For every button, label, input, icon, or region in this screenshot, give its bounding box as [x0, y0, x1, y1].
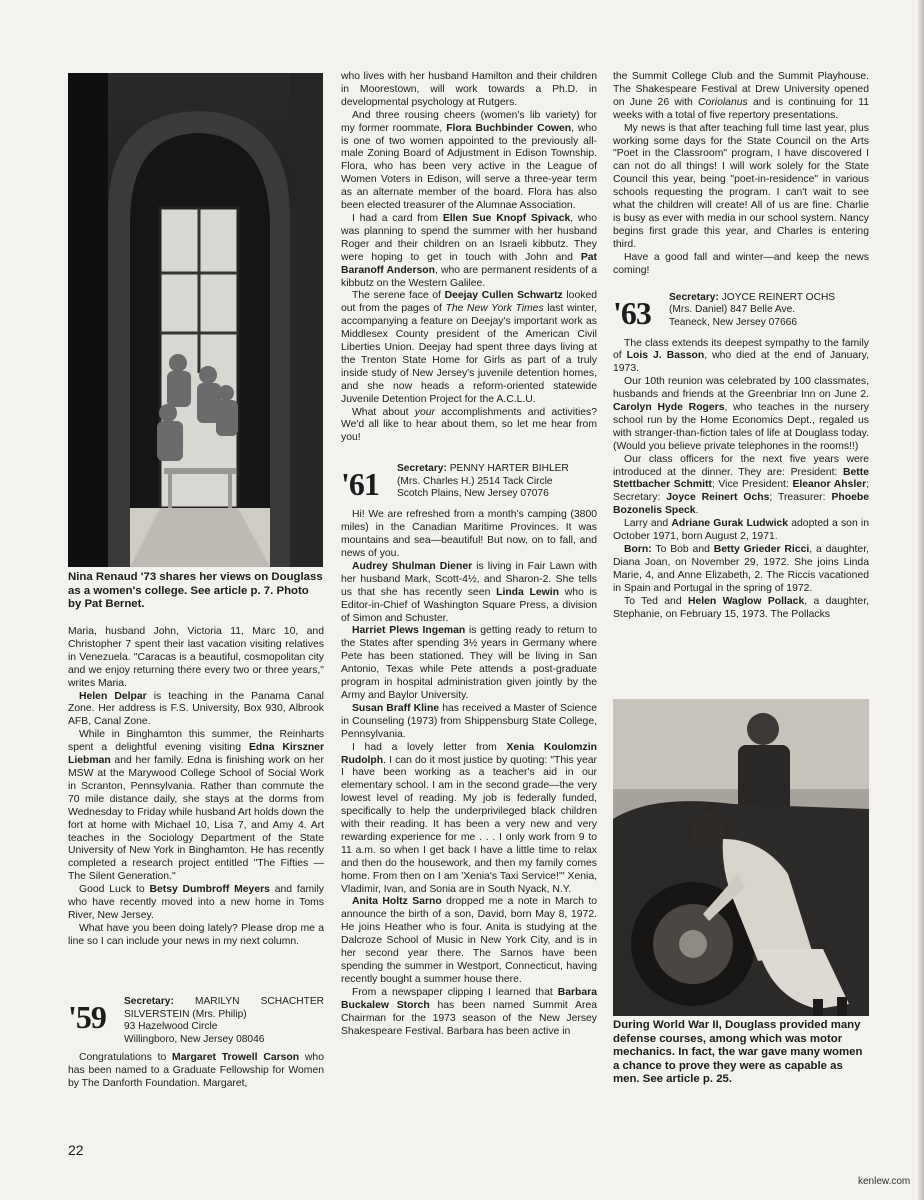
text-run: ; Secretary:: [613, 479, 870, 504]
text-run: , a daughter, Stephanie, on February 15, 1973. The Pollacks: [613, 595, 869, 620]
text-run: Good Luck to: [79, 884, 150, 896]
text-run: Our class officers for the next five years were introduced at the dinner. They are: President:: [613, 453, 869, 478]
text-run: ; Vice President:: [711, 479, 793, 491]
watermark: kenlew.com: [858, 1176, 911, 1187]
text-run: What about: [352, 406, 415, 418]
paragraph: [341, 290, 597, 406]
paragraph: [341, 625, 597, 702]
text-run: who has been named to a Graduate Fellowship for Women by The Danforth Foundation. Margaret,: [68, 1052, 324, 1089]
paragraph: [341, 509, 597, 561]
name-highlight: Adriane Gurak Ludwick: [671, 518, 789, 530]
name-highlight: Anita Holtz Sarno: [352, 896, 442, 908]
section-1959: [68, 990, 324, 1091]
paragraph: [341, 742, 597, 897]
paragraph: [341, 71, 597, 110]
secretary-address-1: (Mrs. Charles H.) 2514 Tack Circle: [397, 475, 553, 487]
name-highlight: Flora Buchbinder Cowen: [446, 122, 572, 134]
photo1-caption: Nina Renaud '73 shares her views on Douglass as a women's college. See article p. 7. Photo by Pat Bernet.: [68, 571, 323, 611]
name-highlight: Carolyn Hyde Rogers: [613, 402, 725, 414]
paragraph: [613, 518, 869, 544]
paragraph: [613, 454, 869, 519]
name-highlight: Harriet Plews Ingeman: [352, 625, 466, 637]
section-1961-header: [341, 463, 597, 507]
text-run: accomplishments and activities? We'd all like to hear about them, so let me hear from you!: [341, 406, 598, 444]
section-1959-body: [68, 1052, 324, 1091]
section-1959-header: [68, 996, 324, 1045]
name-highlight: Audrey Shulman Diener: [352, 560, 473, 572]
paragraph: [68, 923, 324, 949]
name-highlight: Joyce Reinert Ochs: [666, 492, 770, 504]
page-number: 22: [68, 1142, 84, 1158]
name-highlight: Barbara Buckalew Storch: [341, 986, 597, 1011]
text-run: While in Binghamton this summer, the Reinharts spent a delightful evening visiting: [68, 729, 324, 754]
secretary-label: Secretary:: [397, 463, 447, 475]
column-2-continuation: [341, 71, 597, 445]
text-run: is teaching in the Panama Canal Zone. Her address is F.S. University, Box 930, Albrook AFB, Canal Zone.: [68, 690, 324, 728]
secretary-info-63: [669, 292, 835, 330]
text-run: Congratulations to: [79, 1052, 173, 1063]
name-highlight: Born:: [624, 544, 652, 555]
column-1-text: [68, 626, 324, 949]
mechanics-photo-illustration: [613, 699, 869, 1016]
photo-motor-mechanics: [613, 699, 869, 1016]
paragraph: [613, 252, 869, 278]
paragraph: [68, 626, 324, 691]
name-highlight: Edna Kirszner Liebman: [68, 742, 324, 767]
name-highlight: Xenia Koulomzin Rudolph: [341, 741, 597, 766]
text-run: To Bob and: [651, 544, 714, 555]
photo2-caption: During World War II, Douglass provided many defense courses, among which was motor mechanics. In fact, the war gave many women a chance to prove they were as capable as men. See article p. 25.: [613, 1019, 863, 1086]
text-run: The serene face of: [352, 290, 445, 302]
text-run: who is Editor-in-Chief of Washington Square Press, a division of Simon and Schuster.: [341, 586, 598, 624]
text-run: , a daughter, Diana Joan, on November 29, 1972. She joins Linda Marie, 4, and Anne Elizabeth, 2. The Riccis vacationed in Spain and Portugal in the spring of 1972.: [613, 544, 869, 594]
text-run: And three rousing cheers (women's lib variety) for my former roommate,: [341, 109, 597, 134]
secretary-name: PENNY HARTER BIHLER: [449, 463, 569, 475]
name-highlight: Phoebe Bozonelis Speck: [613, 492, 869, 517]
paragraph: [613, 544, 869, 596]
section-1963-body: [613, 338, 869, 622]
text-run: I had a lovely letter from: [352, 741, 507, 753]
section-1963-header: [613, 292, 869, 336]
secretary-address-2: Teaneck, New Jersey 07666: [669, 316, 797, 328]
name-highlight: Margaret Trowell Carson: [172, 1052, 300, 1063]
paragraph: [68, 691, 324, 730]
text-run: and her family. Edna is finishing work on her MSW at the Marywood College School of Social Work in Scranton, Pennsylvania. Rather than commute the 70 mile distance daily, she stays at the dorms from Wednesday to Friday while husband Art holds down the fort at home with Michael 10, Lisa 7, and Amy 4. Art teaches in the Sociology Department of the State University of New York in Binghamton. He has recently completed a research project entitled "The Fifties — The Silent Generation.": [68, 755, 324, 883]
text-run: Maria, husband John, Victoria 11, Marc 10, and Christopher 7 spent their last vacation visiting relatives in Venezuela. "Caracas is a beautiful, cosmopolitan city and we enjoy returning there every two or three years," writes Maria.: [68, 626, 324, 689]
text-run: Larry and: [624, 518, 672, 530]
paragraph: [613, 71, 869, 123]
column-3-continuation: [613, 71, 869, 278]
text-run: Our 10th reunion was celebrated by 100 classmates, husbands and friends at the Greenbriar Inn on June 2.: [613, 376, 869, 401]
text-run: Have a good fall and winter—and keep the news coming!: [613, 251, 869, 276]
paragraph: [341, 987, 597, 1039]
secretary-label: Secretary:: [124, 996, 174, 1007]
title-italic: Coriolanus: [698, 96, 748, 108]
text-run: who lives with her husband Hamilton and their children in Moorestown, will work towards a Ph.D. in developmental psychology at Rutgers.: [341, 71, 597, 108]
secretary-address-2: Scotch Plains, New Jersey 07076: [397, 488, 549, 500]
text-run: ; Treasurer:: [769, 492, 832, 504]
text-run: dropped me a note in March to announce the birth of a son, David, born May 8, 1972. He joins Heather who is four. Anita is studying at the Dalcroze School of Music in New York City, and is in her second year there. The Sarnos have been spending the summer in Westport, Connecticut, having recently bought a summer house there.: [341, 896, 597, 985]
text-run: is getting ready to return to the States after spending 3½ years in Germany where Pete has been stationed. They will be living in San Antonio, Texas while Pete attends a post-graduate program in hospital administration given jointly by the Army and Baylor University.: [341, 625, 597, 701]
paragraph: [613, 338, 869, 377]
secretary-info-59: [124, 996, 324, 1046]
text-run: Hi! We are refreshed from a month's camping (3800 miles) in the Canadian Maritime Provinces. It was mountains and sea—beautiful! But now, on to fall, and news of you.: [341, 509, 597, 559]
paragraph: [68, 1052, 324, 1091]
paragraph: [341, 110, 597, 213]
section-1961-body: [341, 509, 597, 1038]
name-highlight: Betty Grieder Ricci: [713, 544, 810, 555]
text-run: From a newspaper clipping I learned that: [352, 986, 558, 998]
text-run: is living in Fair Lawn with her husband Mark, Scott-4½, and Sharon-2. She tells us that she has recently seen: [341, 560, 597, 598]
name-highlight: Pat Baranoff Anderson: [341, 251, 597, 276]
name-highlight: Bette Stettbacher Schmitt: [613, 466, 869, 491]
name-highlight: Betsy Dumbroff Meyers: [149, 884, 270, 896]
name-highlight: Helen Waglow Pollack: [687, 595, 805, 607]
paragraph: [341, 407, 597, 446]
name-highlight: Helen Delpar: [79, 690, 147, 702]
text-run: last winter, accompanying a feature on Deejay's important work as Middlesex County president of the American Civil Liberties Union. Deejay had spent three days living at the Trenton State Home for Girls as part of a truly inside study of New Jersey's juvenile detention homes, and she now heads a reform-oriented statewide Juvenile Detention Project for the A.C.L.U.: [341, 303, 597, 405]
text-run: the Summit College Club and the Summit Playhouse. The Shakespeare Festival at Drew University opened on June 26 with: [613, 71, 869, 108]
text-run: and family who have recently moved into a new home in Toms River, New Jersey.: [68, 884, 324, 921]
text-run: . I can do it most justice by quoting: "This year I have been working as a teacher's aid in our elementary school. I am in the second grade—the very lowest level of reading. My job is federally funded, specifically to help the underprivileged black children with their reading. It has been a very new and very rewarding experience for me . . . I only work from 9 to 11 a.m. so when I get back I have a little time to relax and then do the housework, and then my family comes home. From then on I am 'Xenia's Taxi Service!'" Xenia, Vladimir, Ivan, and Sonia are in South Nyack, N.Y.: [341, 754, 597, 895]
secretary-info-61: [397, 463, 569, 501]
secretary-name: MARILYN SCHACHTER SILVERSTEIN (Mrs. Philip): [124, 996, 324, 1020]
doorway-photo-illustration: [68, 73, 323, 567]
paragraph: [341, 213, 597, 290]
text-run: My news is that after teaching full time last year, plus working some days for the State Council on the Arts "Poet in the Classroom" program, I have discovered I can not do all things! I will work solely for the State Council this year, being "poet-in-residence" in various schools requesting the program. I can't wait to see what the children will create! All of us are fine. Charlie is busy as ever with media in our school system. Nancy begins first grade this year, and Charles is entering third.: [613, 122, 869, 250]
name-highlight: Ellen Sue Knopf Spivack: [442, 212, 571, 224]
page-spine-shadow: [918, 0, 924, 1200]
paragraph: [68, 884, 324, 923]
column-2-text: [341, 71, 597, 1038]
name-highlight: Lois J. Basson: [626, 350, 705, 362]
text-run: , who was planning to spend the summer with her husband Roger and their children on an Israeli kibbutz. They were hoping to get in touch with John and: [341, 212, 597, 263]
secretary-label: Secretary:: [669, 291, 719, 303]
text-run: I had a card from: [352, 212, 443, 224]
class-year-59: '59: [68, 999, 106, 1035]
text-run: , who are permanent residents of a kibbutz on the Western Galilee.: [341, 264, 597, 289]
paragraph: [613, 596, 869, 622]
text-run: .: [695, 505, 699, 517]
title-italic: The New York Times: [445, 303, 544, 315]
photo-doorway-students: [68, 73, 323, 567]
title-italic: your: [414, 406, 435, 418]
class-year-63: '63: [613, 294, 651, 331]
text-run: , who teaches in the nursery school run by the Home Economics Dept., regaled us with stranger-than-fiction tales of life at Douglass today. (Would you believe private telephones in the rooms!!): [613, 402, 869, 452]
paragraph: [341, 703, 597, 742]
column-3-text: [613, 71, 869, 621]
secretary-address-1: 93 Hazelwood Circle: [124, 1021, 218, 1033]
secretary-address-2: Willingboro, New Jersey 08046: [124, 1033, 265, 1045]
text-run: adopted a son in October 1971, born August 2, 1971.: [613, 518, 869, 543]
secretary-name: JOYCE REINERT OCHS: [721, 291, 836, 303]
paragraph: [341, 896, 597, 986]
name-highlight: Susan Braff Kline: [352, 702, 440, 714]
text-run: looked out from the pages of: [341, 290, 597, 315]
text-run: , who is one of two women appointed to the previously all-male Zoning Board of Adjustment in Edison Township. Flora, who has been very active in the League of Women Voters in Edison, will serve a three-year term as an alternate member of the board. Flora has also been elected treasurer of the Alumnae Association.: [341, 122, 597, 212]
text-run: has been named Summit Area Chairman for the 1973 season of the New Jersey Shakespeare Festival. Barbara has been active in: [341, 999, 597, 1037]
name-highlight: Eleanor Ahsler: [792, 479, 867, 491]
class-year-61: '61: [341, 466, 379, 503]
name-highlight: Deejay Cullen Schwartz: [444, 290, 563, 302]
paragraph: [341, 561, 597, 626]
secretary-address-1: (Mrs. Daniel) 847 Belle Ave.: [669, 304, 796, 316]
paragraph: [613, 123, 869, 252]
name-highlight: Linda Lewin: [496, 586, 559, 598]
text-run: The class extends its deepest sympathy to the family of: [613, 337, 869, 362]
text-run: , who died at the end of January, 1973.: [613, 350, 869, 375]
text-run: and is continuing for 11 weeks with a total of five repertory presentations.: [613, 96, 869, 121]
text-run: has received a Master of Science in Counseling (1973) from Shippensburg State College, Pennsylvania.: [341, 702, 597, 740]
paragraph: [68, 729, 324, 884]
text-run: To Ted and: [624, 595, 688, 607]
text-run: What have you been doing lately? Please drop me a line so I can include your news in my next column.: [68, 922, 324, 947]
paragraph: [613, 376, 869, 453]
